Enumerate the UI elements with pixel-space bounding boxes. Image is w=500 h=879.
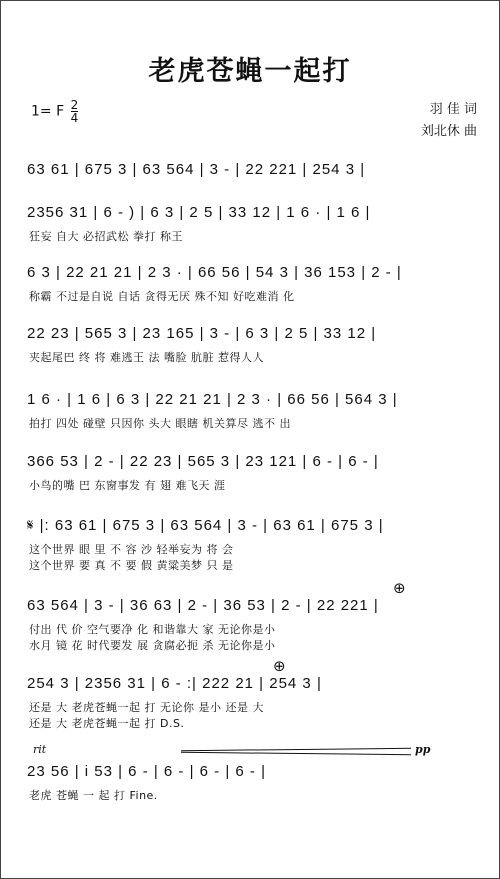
- key-signature: [31, 99, 78, 124]
- notation-line: 6 3 | 22 21 21 | 2 3 · | 66 56 | 54 3 | 36 153 | 2 - |: [27, 264, 402, 281]
- key-label: 1= F: [31, 103, 65, 120]
- score-system-2: [27, 204, 481, 252]
- lyric-line: 拍打 四处 碰壁 只因你 头大 眼瞎 机关算尽 逃不 出: [29, 417, 291, 430]
- time-denominator: 4: [70, 111, 79, 125]
- lyric-line-verse-2: 这个世界 要 真 不 要 假 黄粱美梦 只 是: [29, 559, 234, 572]
- time-signature: [71, 99, 79, 124]
- score-system-3: [27, 264, 481, 312]
- composer: 刘北休 曲: [420, 124, 477, 139]
- lyric-line: 小鸟的嘴 巴 东窗事发 有 翅 难飞天 涯: [29, 479, 226, 492]
- song-title: 老虎苍蝇一起打: [148, 56, 352, 87]
- lyric-line: 夹起尾巴 终 将 难逃王 法 嘴脸 肮脏 惹得人人: [29, 351, 264, 364]
- score-system-4: [27, 325, 481, 373]
- notation-line: 𝄋 |: 63 61 | 675 3 | 63 564 | 3 - | 63 61 | 675 3 |: [27, 517, 384, 534]
- lyricist: 羽 佳 词: [429, 102, 477, 117]
- notation-line: 63 564 | 3 - | 36 63 | 2 - | 36 53 | 2 - | 22 221 |: [27, 597, 379, 614]
- notation-line: 22 23 | 565 3 | 23 165 | 3 - | 6 3 | 2 5 | 33 12 |: [27, 325, 377, 342]
- notation-line: 23 56 | i 53 | 6 - | 6 - | 6 - | 6 - |: [27, 763, 266, 780]
- lyric-line-verse-1: 还是 大 老虎苍蝇一起 打 无论你 是小 还是 大: [29, 701, 264, 714]
- notation-line: 63 61 | 675 3 | 63 564 | 3 - | 22 221 | 254 3 |: [27, 161, 366, 178]
- time-numerator: 2: [70, 98, 79, 112]
- lyric-line-verse-2: 水月 镜 花 时代要发 展 贪腐必扼 杀 无论你是小: [29, 639, 276, 652]
- lyric-line: 老虎 苍蝇 一 起 打 Fine.: [29, 789, 158, 802]
- notation-line: 366 53 | 2 - | 22 23 | 565 3 | 23 121 | 6 - | 6 - |: [27, 453, 379, 470]
- score-system-6: [27, 453, 481, 501]
- lyric-line-verse-2: 还是 大 老虎苍蝇一起 打 D.S.: [29, 717, 185, 730]
- diminuendo-hairpin-top: [181, 748, 411, 751]
- lyric-line: 称霸 不过是自说 自话 贪得无厌 殊不知 好吃难消 化: [29, 290, 295, 303]
- ritardando-mark: rit: [33, 743, 47, 756]
- lyric-line-verse-1: 付出 代 价 空气要净 化 和谐靠大 家 无论你是小: [29, 623, 276, 636]
- notation-line: 254 3 | 2356 31 | 6 - :| 222 21 | 254 3 |: [27, 675, 322, 692]
- score-system-1: [27, 161, 481, 209]
- coda-sign: ⊕: [393, 579, 406, 597]
- score-system-7: [27, 517, 481, 572]
- score-system-5: [27, 391, 481, 439]
- diminuendo-hairpin-bottom: [181, 752, 411, 755]
- score-system-10: [27, 763, 481, 811]
- score-system-8: [27, 597, 481, 652]
- score-system-9: [27, 675, 481, 730]
- notation-line: 1 6 · | 1 6 | 6 3 | 22 21 21 | 2 3 · | 66 56 | 564 3 |: [27, 391, 398, 408]
- coda-sign-2: ⊕: [273, 657, 286, 675]
- pianissimo-mark: pp: [415, 743, 431, 756]
- credits: [421, 99, 477, 143]
- lyric-line: 狂妄 自大 必招武松 拳打 称王: [29, 230, 183, 243]
- notation-line: 2356 31 | 6 - ) | 6 3 | 2 5 | 33 12 | 1 6 · | 1 6 |: [27, 204, 371, 221]
- lyric-line-verse-1: 这个世界 眼 里 不 容 沙 轻举妄为 将 会: [29, 543, 234, 556]
